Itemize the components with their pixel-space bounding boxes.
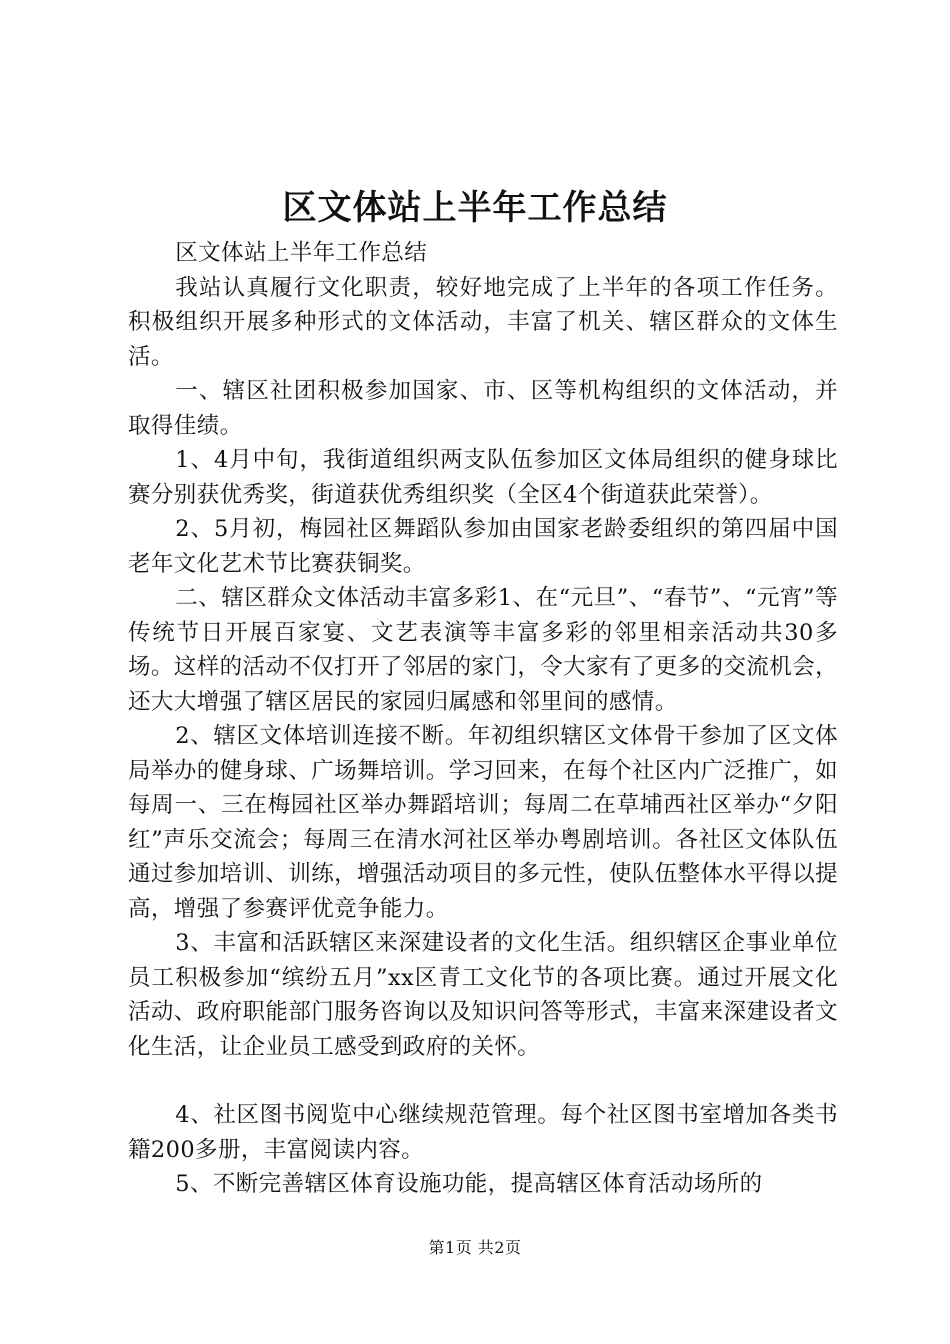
paragraph-section-two: 二、辖区群众文体活动丰富多彩1、在“元旦”、“春节”、“元宵”等传统节日开展百家宴、文艺表演等丰富多彩的邻里相亲活动共30多场。这样的活动不仅打开了邻居的家门，令大家有了更多的交流机会，还大大增强了辖区居民的家园归属感和邻里间的感情。 [128,585,838,715]
paragraph-item-2-4: 4、社区图书阅览中心继续规范管理。每个社区图书室增加各类书籍200多册，丰富阅读内容。 [128,1102,838,1163]
page-number-footer: 第1页 共2页 [428,1238,522,1257]
paragraph-item-2-3: 3、丰富和活跃辖区来深建设者的文化生活。组织辖区企事业单位员工积极参加“缤纷五月”xx区青工文化节的各项比赛。通过开展文化活动、政府职能部门服务咨询以及知识问答等形式，丰富来深建设者文化生活，让企业员工感受到政府的关怀。 [128,930,838,1060]
paragraph-item-2-5: 5、不断完善辖区体育设施功能，提高辖区体育活动场所的 [175,1171,763,1197]
document-body [128,236,838,1202]
paragraph-item-1-1: 1、4月中旬，我街道组织两支队伍参加区文体局组织的健身球比赛分别获优秀奖，街道获优秀组织奖（全区4个街道获此荣誉）。 [128,447,838,508]
paragraph-intro: 我站认真履行文化职责，较好地完成了上半年的各项工作任务。积极组织开展多种形式的文体活动，丰富了机关、辖区群众的文体生活。 [128,274,838,370]
paragraph-heading: 区文体站上半年工作总结 [175,240,428,266]
paragraph-item-2-2: 2、辖区文体培训连接不断。年初组织辖区文体骨干参加了区文体局举办的健身球、广场舞培训。学习回来，在每个社区内广泛推广，如每周一、三在梅园社区举办舞蹈培训；每周二在草埔西社区举办“夕阳红”声乐交流会；每周三在清水河社区举办粤剧培训。各社区文体队伍通过参加培训、训练，增强活动项目的多元性，使队伍整体水平得以提高，增强了参赛评优竞争能力。 [128,723,838,922]
document-title: 区文体站上半年工作总结 [282,188,668,228]
paragraph-item-1-2: 2、5月初，梅园社区舞蹈队参加由国家老龄委组织的第四届中国老年文化艺术节比赛获铜奖。 [128,516,838,577]
paragraph-section-one: 一、辖区社团积极参加国家、市、区等机构组织的文体活动，并取得佳绩。 [128,378,838,439]
